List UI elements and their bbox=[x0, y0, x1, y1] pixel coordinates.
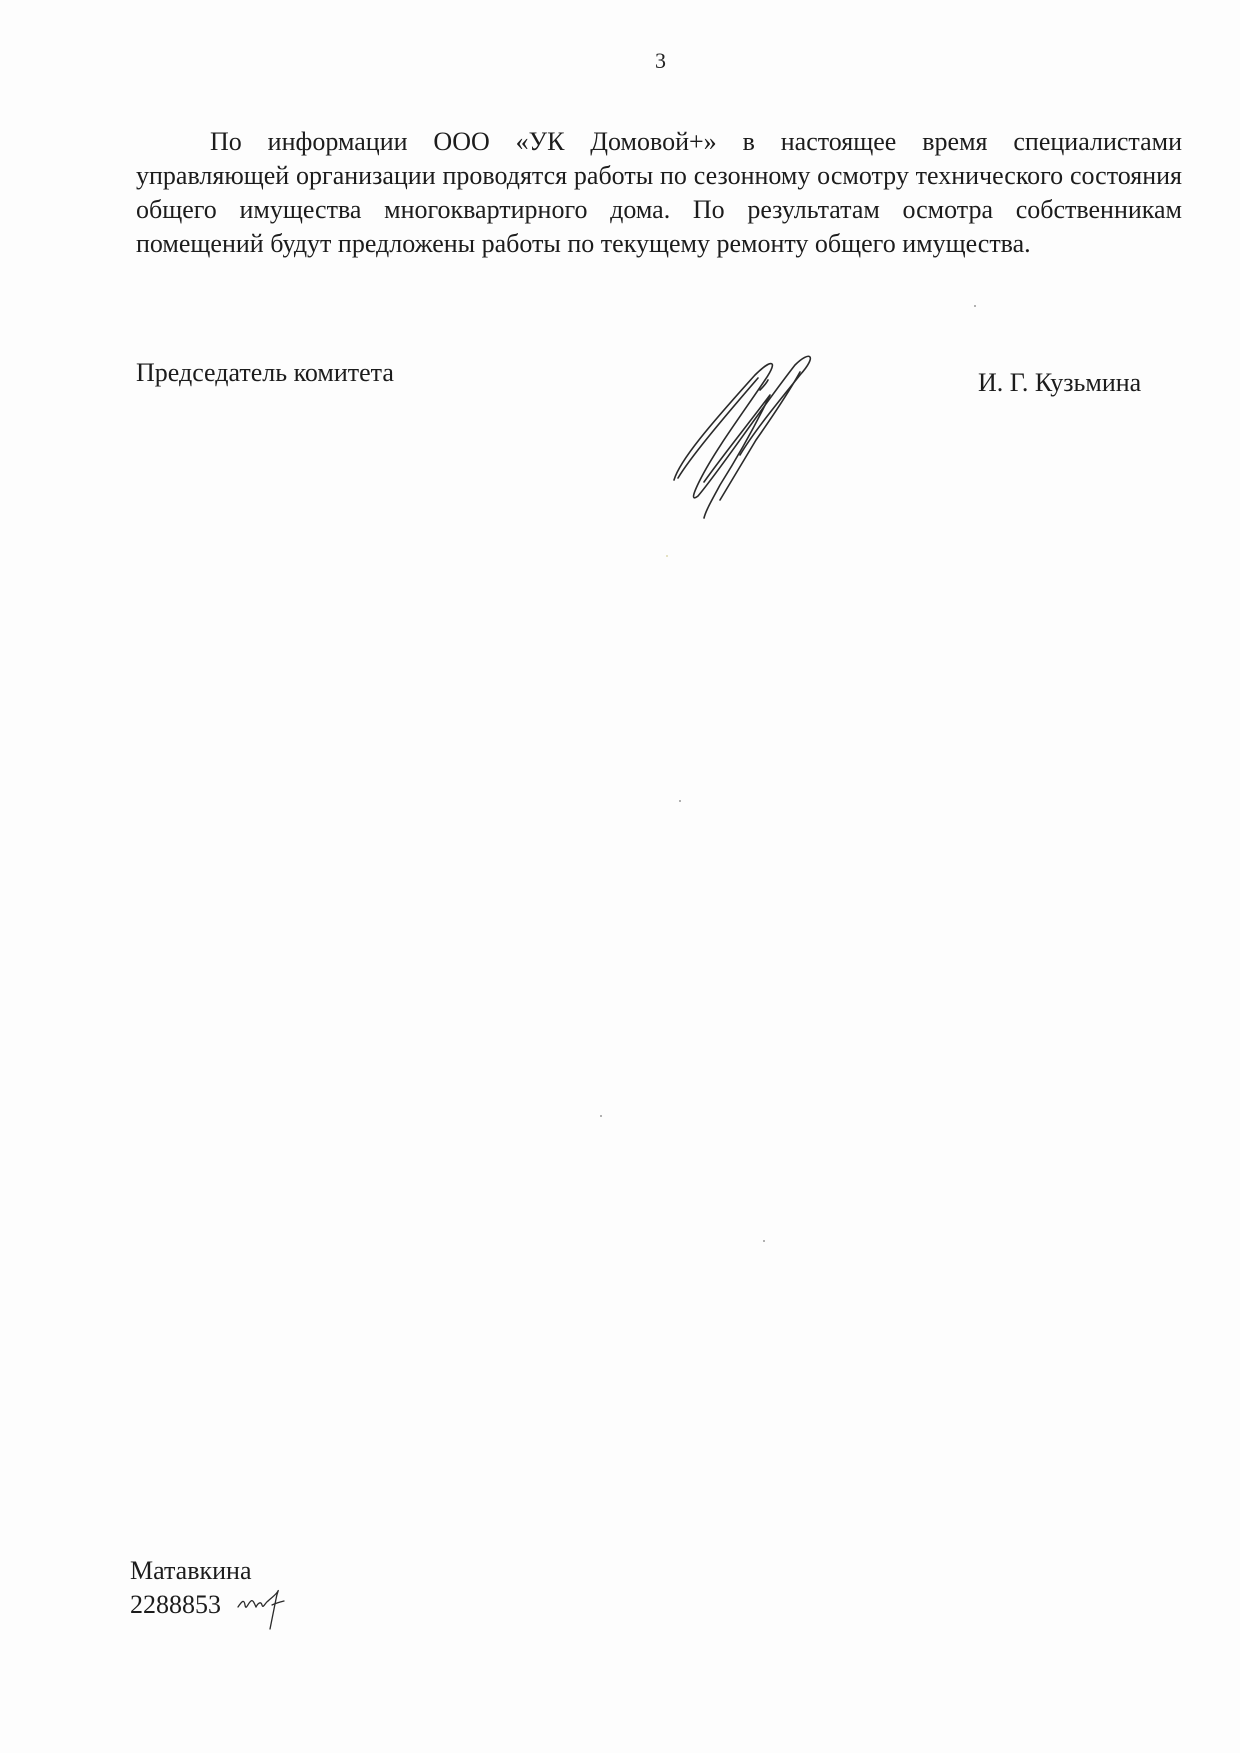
handwritten-signature-icon bbox=[660, 350, 850, 540]
body-paragraph: По информации ООО «УК Домовой+» в настоящее время специалистами управляющей организации проводятся работы по сезонному осмотру технического состояния общего имущества многоквартирного дома. По результатам осмотра собственникам помещений будут предложены работы по текущему ремонту общего имущества. bbox=[136, 127, 1182, 258]
signatory-name: И. Г. Кузьмина bbox=[978, 368, 1142, 397]
scan-speck bbox=[679, 800, 681, 802]
scan-speck bbox=[600, 1115, 602, 1117]
signatory-title: Председатель комитета bbox=[136, 358, 394, 387]
scan-speck bbox=[666, 555, 668, 557]
handwritten-initials-icon bbox=[236, 1585, 296, 1631]
scan-speck bbox=[974, 305, 976, 307]
scan-speck bbox=[763, 1240, 765, 1242]
page-number: 3 bbox=[655, 48, 666, 73]
executor-name: Матавкина bbox=[130, 1556, 252, 1585]
executor-phone: 2288853 bbox=[130, 1590, 221, 1619]
